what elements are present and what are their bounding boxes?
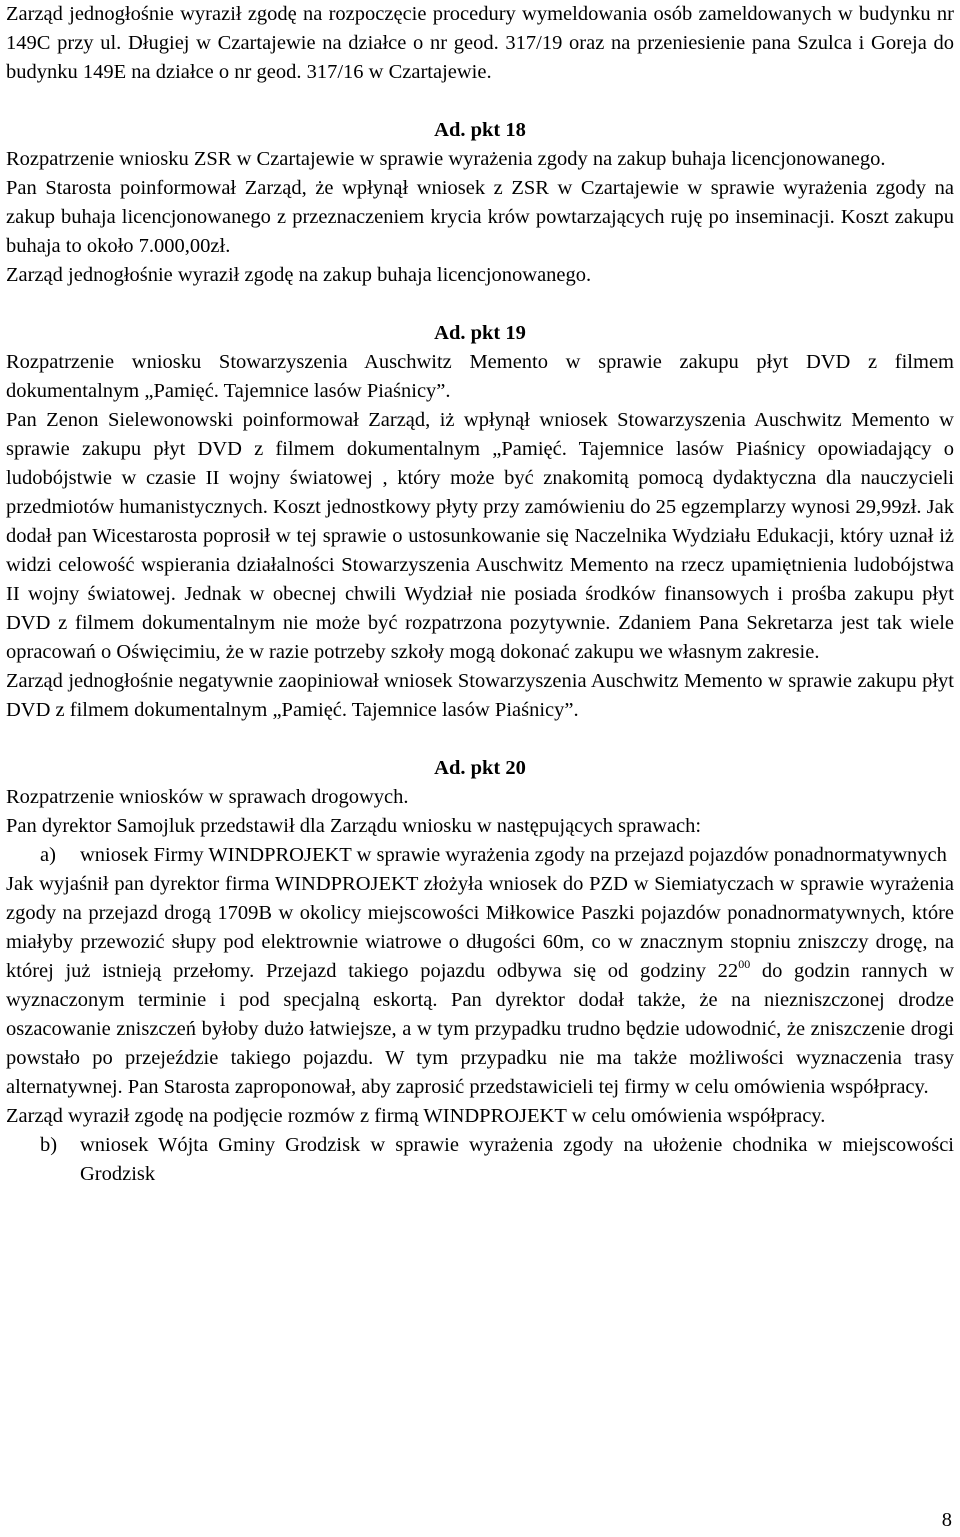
section-19-heading: Ad. pkt 19 <box>434 322 526 344</box>
spacer <box>6 290 954 319</box>
page-number: 8 <box>941 1509 952 1531</box>
list-item-a <box>6 841 954 870</box>
section-20-heading: Ad. pkt 20 <box>434 757 526 779</box>
section-18-topic: Rozpatrzenie wniosku ZSR w Czartajewie w sprawie wyrażenia zgody na zakup buhaja licencjonowanego. <box>6 148 886 170</box>
list-item-a-text: wniosek Firmy WINDPROJEKT w sprawie wyrażenia zgody na przejazd pojazdów ponadnormatywnych <box>80 844 947 866</box>
section-18-decision: Zarząd jednogłośnie wyraził zgodę na zakup buhaja licencjonowanego. <box>6 264 592 286</box>
section-20-body-post: do godzin rannych w wyznaczonym terminie i pod specjalną eskortą. Pan dyrektor dodał także, że na niezniszczonej drodze oszacowanie zniszczeń byłoby dużo łatwiejsze, a w tym przypadku trudno będzie udowodnić, że zniszczenie drogi powstało po przejeździe takiego pojazdu. W tym przypadku nie ma także możliwości wyznaczenia trasy alternatywnej. Pan Starosta zaproponował, aby zaprosić przedstawicieli tej firmy w celu omówienia współpracy. <box>6 960 954 1098</box>
section-20-body <box>6 870 954 1102</box>
section-19-body: Pan Zenon Sielewonowski poinformował Zarząd, iż wpłynął wniosek Stowarzyszenia Auschwitz Memento w sprawie zakupu płyt DVD z filmem dokumentalnym „Pamięć. Tajemnice lasów Piaśnicy opowiadający o ludobójstwie w czasie II wojny światowej , który może być znakomitą pomocą dydaktyczna dla nauczycieli przedmiotów humanistycznych. Koszt jednostkowy płyty przy zamówieniu do 25 egzemplarzy wynosi 29,99zł. Jak dodał pan Wicestarosta poprosił w tej sprawie o ustosunkowanie się Naczelnika Wydziału Edukacji, który uznał iż widzi celowość wspierania działalności Stowarzyszenia Auschwitz Memento na rzecz upamiętnienia ludobójstwa II wojny światowej. Jednak w obecnej chwili Wydział nie posiada środków finansowych i prośba zakupu płyt DVD z filmem dokumentalnym nie może być rozpatrzona pozytywnie. Zdaniem Pana Sekretarza jest tak wiele opracowań o Oświęcimiu, że w razie potrzeby szkoły mogą dokonać zakupu we własnym zakresie. <box>6 409 954 663</box>
section-18-heading: Ad. pkt 18 <box>434 119 526 141</box>
list-marker-b: b) <box>40 1134 58 1156</box>
section-18-body: Pan Starosta poinformował Zarząd, że wpłynął wniosek z ZSR w Czartajewie w sprawie wyrażenia zgody na zakup buhaja licencjonowanego z przeznaczeniem krycia krów powtarzających ruję po inseminacji. Koszt zakupu buhaja to około 7.000,00zł. <box>6 177 954 257</box>
spacer <box>6 87 954 116</box>
list-item-b <box>6 1131 954 1189</box>
paragraph-top: Zarząd jednogłośnie wyraził zgodę na rozpoczęcie procedury wymeldowania osób zameldowanych w budynku nr 149C przy ul. Długiej w Czartajewie na działce o nr geod. 317/19 oraz na przeniesienie pana Szulca i Goreja do budynku 149E na działce o nr geod. 317/16 w Czartajewie. <box>6 3 954 83</box>
time-superscript: 00 <box>738 957 751 971</box>
section-19-decision: Zarząd jednogłośnie negatywnie zaopiniował wniosek Stowarzyszenia Auschwitz Memento w sprawie zakupu płyt DVD z filmem dokumentalnym „Pamięć. Tajemnice lasów Piaśnicy”. <box>6 670 954 721</box>
section-20-decision: Zarząd wyraził zgodę na podjęcie rozmów z firmą WINDPROJEKT w celu omówienia współpracy. <box>6 1105 826 1127</box>
list-marker-a: a) <box>40 844 56 866</box>
section-19-topic: Rozpatrzenie wniosku Stowarzyszenia Auschwitz Memento w sprawie zakupu płyt DVD z filmem dokumentalnym „Pamięć. Tajemnice lasów Piaśnicy”. <box>6 351 954 402</box>
section-20-topic: Rozpatrzenie wniosków w sprawach drogowych. <box>6 786 409 808</box>
section-20-body-pre: Jak wyjaśnił pan dyrektor firma WINDPROJEKT złożyła wniosek do PZD w Siemiatyczach w sprawie wyrażenia zgody na przejazd drogą 1709B w okolicy miejscowości Miłkowice Paszki pojazdów ponadnormatywnych, które miałyby przewozić słupy pod elektrownie wiatrowe o długości 60m, co w znacznym stopniu zniszczy drogę, na której już istnieją przełomy. Przejazd takiego pojazdu odbywa się od godziny 22 <box>6 873 954 982</box>
document-content <box>6 0 954 1189</box>
spacer <box>6 725 954 754</box>
section-20-intro: Pan dyrektor Samojluk przedstawił dla Zarządu wniosku w następujących sprawach: <box>6 815 702 837</box>
list-item-b-text: wniosek Wójta Gminy Grodzisk w sprawie wyrażenia zgody na ułożenie chodnika w miejscowości Grodzisk <box>80 1134 954 1185</box>
